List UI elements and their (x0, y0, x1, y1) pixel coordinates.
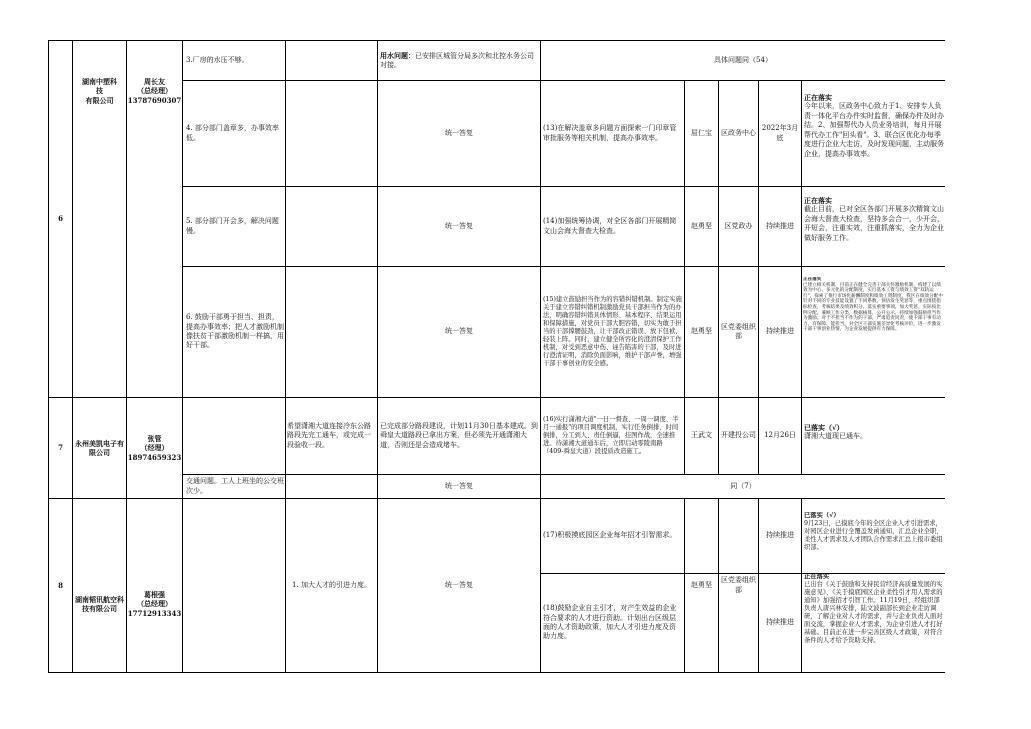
issue-text: 6. 鼓励干部勇于担当、担责，提高办事效率；把人才激励机制像扶贫干部激励机制一样搞，用好干部。 (186, 313, 284, 350)
status-text: 9月23日，已摸底今年的全区企业人才引进需求，对园区企业进行全覆盖发函通知，汇总企业全职、柔性人才需求及人才团队合作需求汇总上报市委组织部。 (804, 520, 943, 552)
status-label: 正在落实 (804, 93, 832, 102)
response-text (380, 41, 538, 80)
unified-reply: 统一答复 (445, 481, 473, 490)
contact-info: 葛根强 （总经理） 17712913343 (127, 589, 182, 618)
issue-text: 5. 部分部门开会多，解决问题慢。 (186, 217, 279, 235)
deadline: 12月26日 (764, 431, 796, 440)
contact-info: 张管 （经理） 18974659323 (127, 433, 182, 462)
status-cell (804, 573, 944, 672)
status-cell (803, 277, 944, 396)
progress-status: 持续推进 (766, 618, 794, 627)
progress-status: 持续推进 (766, 531, 794, 540)
company-name: 湖南中塑科 技 有限公司 (82, 76, 117, 105)
responsible-person: 王武文 (691, 431, 712, 440)
company-name: 永州美凯电子有限公司 (75, 438, 124, 457)
issue-text: 交通问题。工人上班坐的公交班次少。 (186, 477, 284, 495)
unified-reply: 统一答复 (445, 128, 473, 137)
row-index: 7 (58, 443, 63, 453)
responsible-person: 赵勇坚 (691, 580, 712, 589)
grid-line (801, 498, 802, 672)
response-body: 已安排区城管分局多次和北控水务公司对接。 (380, 52, 534, 70)
responsible-dept: 区党政办 (724, 221, 753, 230)
measure-text: (14)加强统筹协调，对全区各部门开展精简文山会海大督查大检查。 (543, 217, 677, 235)
status-text: 截止目前，已对全区各部门开展多次精简文山会海大督查大检查，坚持多会合一，少开会，开短会，注重实效，注重抓落实，全力为企业做好服务工作。 (804, 205, 944, 242)
responsible-dept: 区党委组织部 (721, 576, 756, 594)
status-text: 已出台《关于鼓励和支持民营经济高质量发展的实施意见》、《关于摸底园区企业柔性引才用人需求的通知》加强招才引智工作。11月19日，经组织部负责人唐兴林安排，陆文波副部长到企业走访调研，了解企业对人才的需求，并与企业负责人面对面交流，掌握企业人才需求，为企业引进人才打好基础。目前正在进一步完善区级人才政策，对符合条件的人才给予资助支持。 (804, 581, 943, 645)
measure-text: (16)实行潇湘大道"一日一督查、一周一调度、半月一通报"的项目调度机制，实行任务倒排、时间倒排，分工到人、责任倒逼，挂图作战，全速推进。待潇湘大道通车后，立即启动零陵南路（409-舜皇大道）段提质改造施工。 (543, 415, 679, 456)
unified-reply: 统一答复 (445, 221, 473, 230)
request-text: 1. 加大人才的引进力度。 (292, 580, 371, 589)
status-text: 今年以来，区政务中心致力于1、安排专人负责一体化平台办件实时监督，确保办件及时办结。2、加强帮代办人员业务培训，每月开展帮代办工作"回头看"。3、联合区优化办每季度进行企业大走访，及时发现问题，主动服务企业，提高办事效率。 (804, 102, 944, 158)
row-index: 8 (58, 580, 63, 590)
responsible-dept: 开建投公司 (721, 431, 756, 440)
status-text: 已建立相关机制，目前正在健全完善干部关怀激励机制，构建了以绩效为中心、多元化的分配制度，实行基本工资与绩效工资"双轨运行"，探索了推行市场化薪酬制度和绩效工资制度，我区在绩效分配中针对不同的专业技能设置了不同系数，预估发生奖惩等，重点围绕指标检查，考核结果及绩效积分、落实重要事项，加大奖惩。实际按比例分配，兼顾工作分类，数据核算，公开公示，持续加强鼓励担当作为激励。对于不担当不作为的干部，严肃追责问责，使干部干事有动力、有保障、能担当。对全区干部实施差异化考核评价，进一步激发干部干事创业热情，为企业发展提供有力保障。 (803, 282, 943, 333)
grid-line (540, 40, 541, 673)
status-cell (804, 196, 944, 266)
unified-reply: 统一答复 (445, 580, 473, 589)
status-label: 已落实（√） (804, 512, 840, 519)
status-label: 正在落实 (804, 196, 832, 205)
row-index: 6 (58, 214, 63, 224)
measure-text: (13)在解决盖章多问题方面探索一门印章管审批服务等相关机制，提高办事效率。 (543, 124, 677, 142)
grid-line (801, 80, 802, 397)
response-text: 已完成部分路段建设，计划11月30日基本建成。到舜皇大道路段已拿出方案，但必须先开通潇湘大道，否则还是会造成堵车。 (380, 421, 538, 449)
measure-text: (17)积极摸底园区企业每年招才引智需求。 (543, 531, 677, 540)
status-text: 潇湘大道现已通车。 (804, 432, 867, 441)
status-cell (804, 423, 944, 473)
responsible-person: 赵勇坚 (691, 221, 712, 230)
responsible-person: 赵勇坚 (691, 327, 712, 336)
measure-text: (18)鼓励企业自主引才，对产生效益的企业符合要求的人才进行资助。计划出台区级层面的人才资助政策，加大人才引进力度及资助力度。 (543, 604, 677, 641)
status-label: 正在落实 (803, 277, 822, 282)
request-text: 希望潇湘大道连接冷东公路路段先完工通车，或完成一段验收一段。 (287, 421, 371, 449)
responsible-person: 屈仁宝 (691, 128, 712, 137)
status-label: 正在落实 (804, 573, 830, 580)
issue-text: 3.厂房的水压不够。 (186, 55, 249, 64)
grid-line (285, 40, 286, 673)
company-name: 湖南韬讯航空科技有限公司 (75, 594, 124, 613)
grid-line (182, 40, 183, 673)
merged-reference: 同（7） (730, 481, 756, 490)
status-cell (804, 512, 944, 572)
contact-info: 周长友 （总经理） 13787690307 (127, 76, 182, 105)
response-prefix: 用水问题： (380, 51, 415, 60)
progress-status: 持续推进 (766, 327, 794, 336)
deadline: 2022年3月底 (761, 124, 799, 142)
grid-line (801, 397, 802, 474)
responsible-dept: 区党委组织部 (721, 322, 756, 340)
merged-reference: 具体问题同（54） (714, 55, 772, 64)
responsible-dept: 区政务中心 (721, 128, 756, 137)
issue-text: 4. 部分部门盖章多，办事效率低。 (186, 124, 279, 142)
status-label: 已落实（√） (804, 423, 844, 432)
measure-text: (15)建立鼓励担当作为的容错纠错机制。制定实施关于建立容错纠错机制激励党员干部担当作为的办法，明确容错纠错具体情形、基本程序、结果运用和保障措施，对党员干部大胆容错，切实为敢于担当的干部撑腰鼓劲，让干部改正错误、放下包袱、轻装上阵。同时，建立健全所容化的澄清保护工作机制，对受到恶意中伤、诬告陷害的干部，及时进行澄清证明，消除负面影响，维护干部声誉，增强干部干事创业的安全感。 (543, 295, 682, 368)
status-cell (804, 93, 944, 185)
progress-status: 持续推进 (766, 221, 794, 230)
unified-reply: 统一答复 (445, 327, 473, 336)
